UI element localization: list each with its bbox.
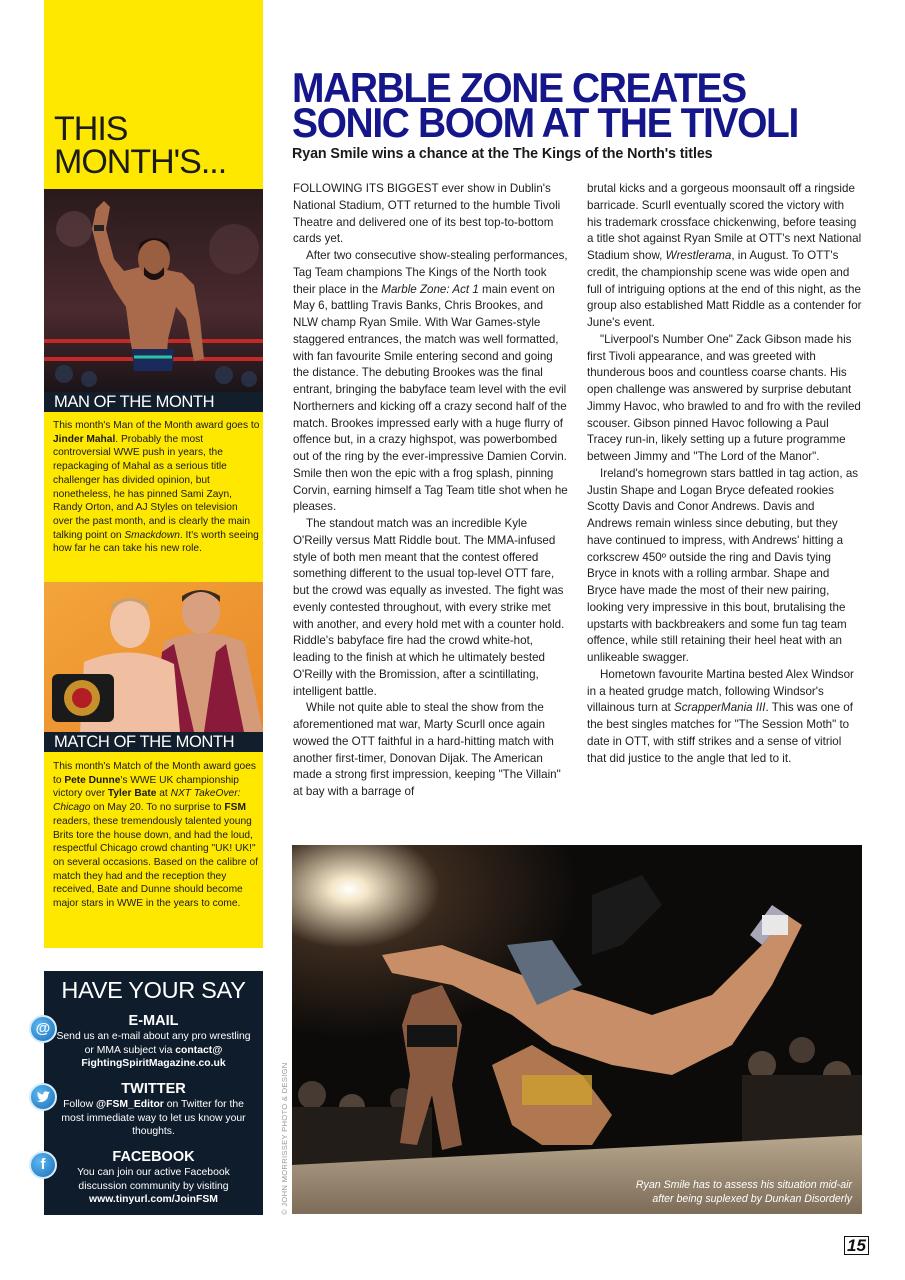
headline-line1: MARBLE ZONE CREATES xyxy=(292,65,746,112)
article-column-2 xyxy=(587,181,862,767)
main-article-photo xyxy=(292,845,862,1214)
page-number: 15 xyxy=(844,1236,869,1255)
at-icon: @ xyxy=(29,1015,57,1043)
email-address-link[interactable]: contact@ FightingSpiritMagazine.co.uk xyxy=(81,1044,226,1069)
paragraph: The standout match was an incredible Kyle O'Reilly versus Matt Riddle bout. The MMA-infused style of both men meant that the contest offered something different to the usual top-level OTT fare, but the crowd was equally as invested. The fight was evenly contested throughout, with every strike met with another, and every hold met with a counter hold. Riddle's babyface fire had the crowd white-hot, leading to the finish at which he ultimately bested O'Reilly with the Bromission, after a scintillating, intelligent battle. xyxy=(293,517,565,698)
photo-credit: © JOHN MORRISSEY PHOTO & DESIGN xyxy=(280,1062,289,1215)
facebook-url-link[interactable]: www.tinyurl.com/JoinFSM xyxy=(89,1194,218,1205)
facebook-contact xyxy=(40,1149,263,1207)
match-of-month-label: MATCH OF THE MONTH xyxy=(44,732,263,752)
paragraph: "Liverpool's Number One" Zack Gibson made his first Tivoli appearance, and was greeted with thunderous boos and countless coarse chants. His open challenge was answered by surprise debutant Jimmy Havoc, who brawled to and fro with the reviled scouser. Gibson pinned Havoc following a Paul Tracey run-in, likely setting up a future programme between Jimmy and "The Lord of the Manor". xyxy=(587,332,861,463)
facebook-text: You can join our active Facebook discussion community by visiting www.tinyurl.com/JoinFSM xyxy=(77,1167,230,1205)
article-standfirst: Ryan Smile wins a chance at the The Kings of the North's titles xyxy=(292,146,713,162)
headline-line2: SONIC BOOM AT THE TIVOLI xyxy=(292,100,798,147)
sidebar-this-months xyxy=(44,0,263,948)
photo-caption xyxy=(636,1179,852,1206)
email-heading: E-MAIL xyxy=(128,1013,179,1029)
paragraph: While not quite able to steal the show from the aforementioned mat war, Marty Scurll once again wowed the OTT faithful in a hard-hitting match with another first-timer, Donovan Dijak. The American made a strong first impression, keeping "The Villain" at bay with a barrage of xyxy=(293,701,561,798)
facebook-icon: f xyxy=(29,1151,57,1179)
twitter-heading: TWITTER xyxy=(121,1081,186,1097)
paragraph: Ireland's homegrown stars battled in tag action, as Justin Shape and Logan Bryce defeated rookies Scotty Davis and Conor Andrews. Davis and Andrews remain winless since debuting, but they have continued to impress, with Andrews' hitting a corkscrew 450º outside the ring and Davis tying Bryce in knots with a rolling armbar. Shape and Bryce have made the most of their new pairing, looking very impressive in this bout, brutalising the upstarts with backbreakers and some fun tag team offence, while still retaining their heel heat with an unlikeable swagger. xyxy=(587,466,859,664)
paragraph: Hometown favourite Martina bested Alex Windsor in a heated grudge match, following Windsor's villainous turn at ScrapperMania III. This was one of the best singles matches for "The Session Moth" to date in OTT, with stiff strikes and a sense of vitriol that did justice to the angle that led to it. xyxy=(587,667,854,765)
match-of-month-blurb: This month's Match of the Month award goes to Pete Dunne's WWE UK championship victory over Tyler Bate at NXT TakeOver: Chicago on May 20. To no surprise to FSM readers, these tremendously talented young Brits tore the house down, and had the loud, respectful Chicago crowd chanting "UK! UK!" on several occasions. Based on the calibre of match they had and the reception they received, Bate and Dunne should become major stars in WWE in the years to come. xyxy=(53,761,259,910)
twitter-contact xyxy=(44,1081,263,1139)
article-headline xyxy=(292,65,872,147)
section-heading xyxy=(54,110,227,181)
email-text: Send us an e-mail about any pro wrestling or MMA subject via contact@ FightingSpiritMagazine.co.uk xyxy=(56,1031,251,1069)
twitter-bird-icon xyxy=(29,1083,57,1111)
email-contact xyxy=(35,1013,263,1071)
paragraph: FOLLOWING ITS BIGGEST ever show in Dublin's National Stadium, OTT returned to the humble Tivoli Theatre and delivered one of its best top-to-bottom cards yet. xyxy=(293,182,561,246)
man-of-month-photo xyxy=(44,189,263,392)
man-of-month-blurb: This month's Man of the Month award goes to Jinder Mahal. Probably the most controversial WWE push in years, the repackaging of Mahal as a serious title challenger has divided opinion, but nonetheless, he has pinned Sami Zayn, Randy Orton, and AJ Styles on television over the past month, and is clearly the main talking point on Smackdown. It's worth seeing how far he can take his new role. xyxy=(53,420,260,555)
paragraph: brutal kicks and a gorgeous moonsault off a ringside barricade. Scurll eventually scored the victory with his trademark crossface chickenwing, before teasing a title shot against Ryan Smile at OTT's next National Stadium show, Wrestlerama, in August. To OTT's credit, the championship scene was wide open and full of intriguing options at the end of this night, as the group also established Matt Riddle as a contender for June's event. xyxy=(587,182,862,329)
have-your-say-title: HAVE YOUR SAY xyxy=(61,977,246,1003)
photo-caption-line2: after being suplexed by Dunkan Disorderly xyxy=(652,1192,852,1205)
facebook-heading: FACEBOOK xyxy=(112,1149,195,1165)
twitter-text: Follow @FSM_Editor on Twitter for the most immediate way to let us know your thoughts. xyxy=(61,1099,246,1137)
article-column-1 xyxy=(293,181,568,801)
section-heading-line2: MONTH'S... xyxy=(54,143,227,181)
match-of-month-photo xyxy=(44,582,263,732)
have-your-say-box xyxy=(35,971,263,1215)
twitter-handle-link[interactable]: @FSM_Editor xyxy=(95,1099,164,1110)
man-of-month-label: MAN OF THE MONTH xyxy=(44,392,263,412)
section-heading-line1: THIS xyxy=(54,110,128,148)
photo-caption-line1: Ryan Smile has to assess his situation mid-air xyxy=(635,1179,852,1191)
paragraph: After two consecutive show-stealing performances, Tag Team champions The Kings of the North took their place in the Marble Zone: Act 1 main event on May 6, battling Travis Banks, Chris Brookes, and NLW champ Ryan Smile. With War Games-style staggered entrances, the match was well formatted, with fan favourite Smile entering second and going the distance. The debuting Brookes was the final entrant, bringing the babyface team level with the evil Northerners and kicking off a crazy second half of the match. Brookes impressed early with a huge flurry of offence but, in a crazy highspot, was powerbombed out of the ring by the ever-impressive Damien Corvin. Smile then won the epic with a frog splash, pinning Corvin, earning himself a Tag Team title shot when he pleases. xyxy=(293,249,568,514)
